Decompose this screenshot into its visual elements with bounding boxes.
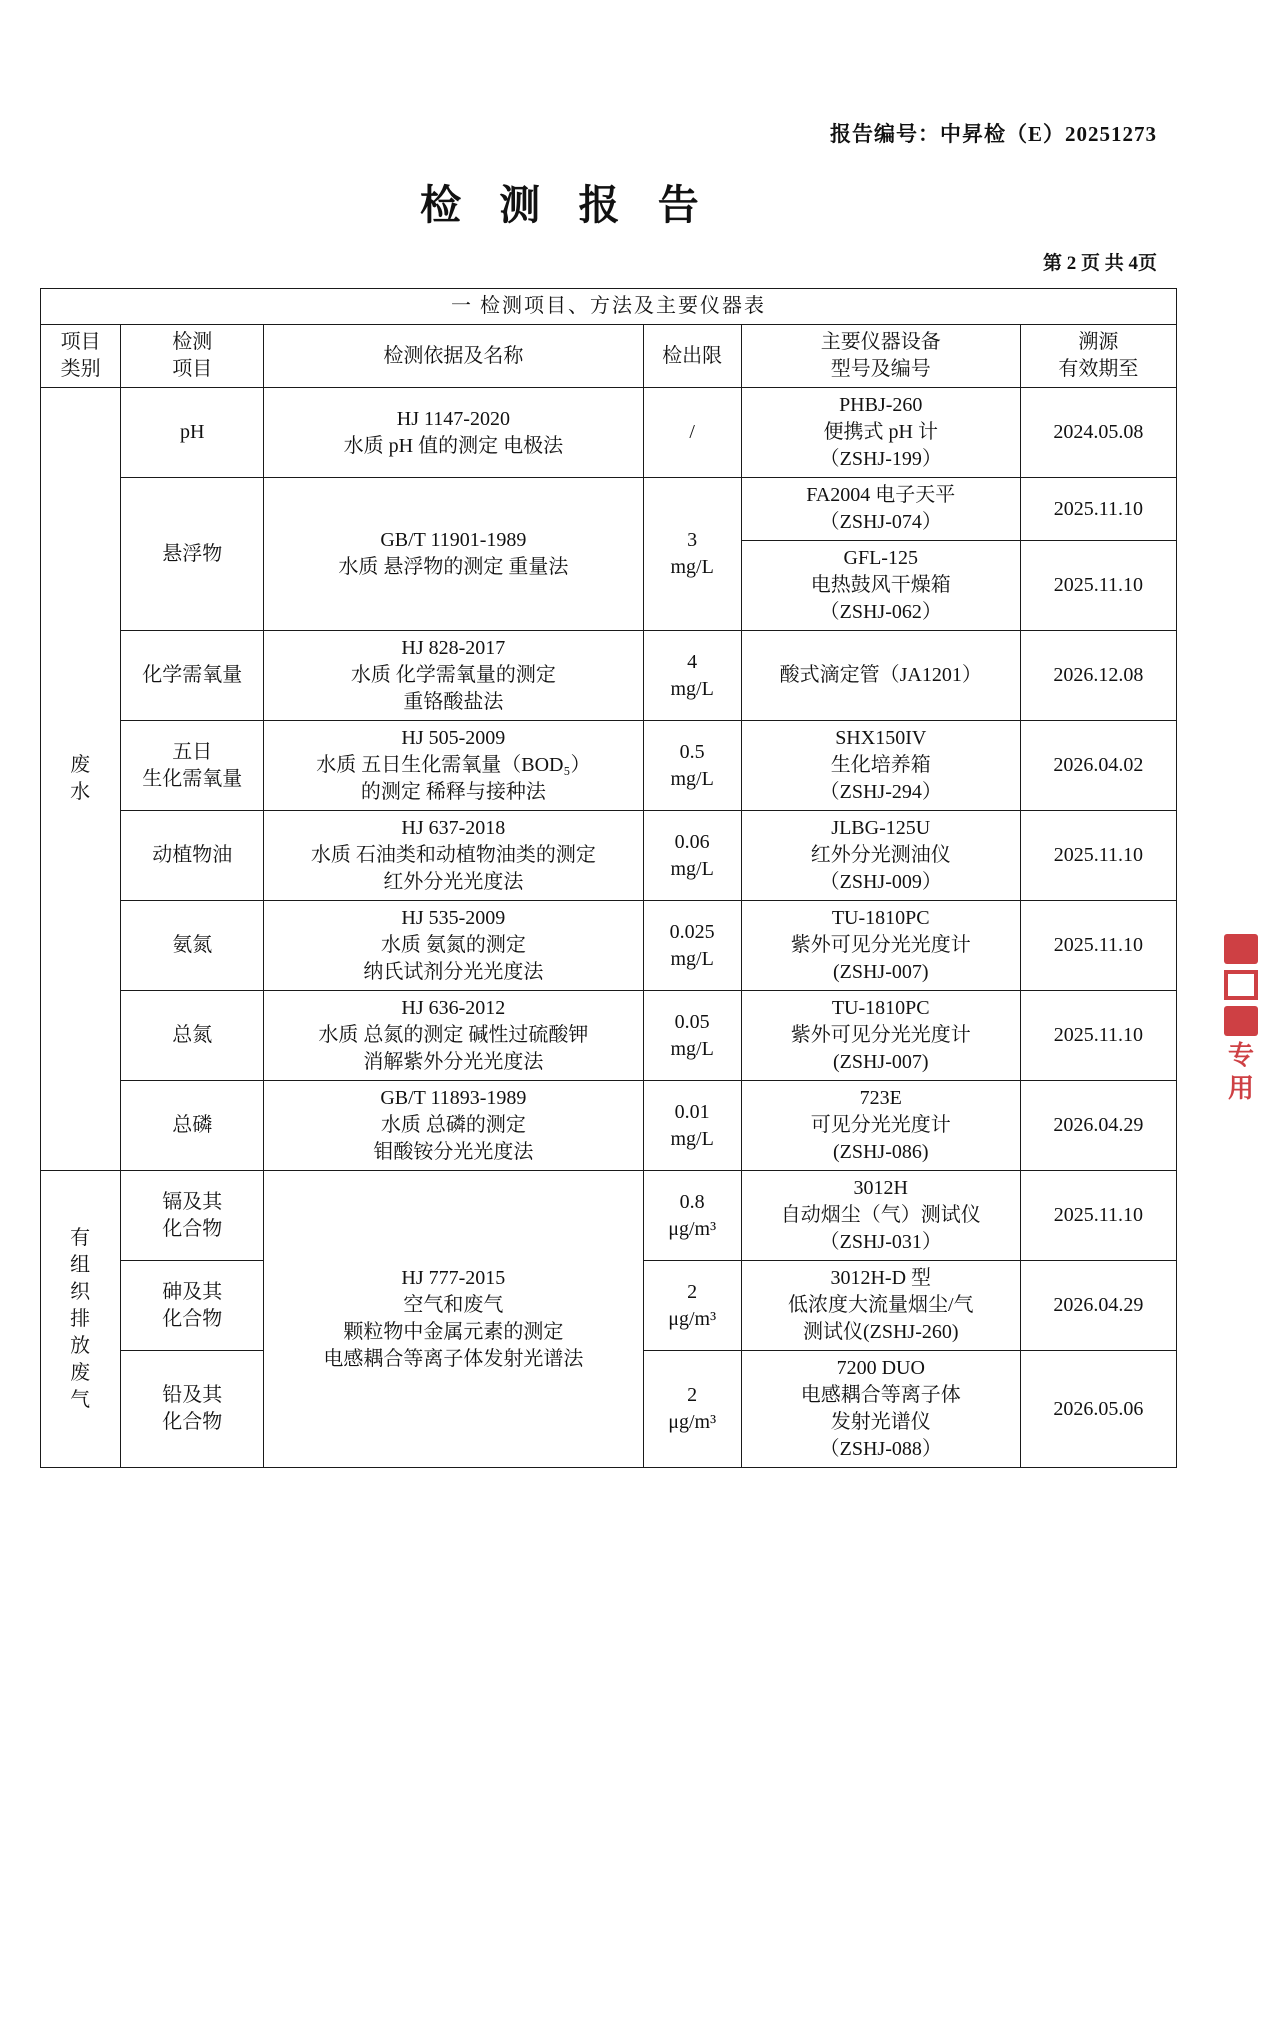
trace-date-cell: 2025.11.10 [1020,991,1176,1081]
instrument-line: SHX150IV [835,727,927,749]
table-section-title-row [41,289,1177,325]
instrument-line: 723E [859,1087,902,1109]
limit-line: mg/L [670,947,714,970]
category-char: 有 [70,1226,92,1249]
standard-cell [264,478,643,631]
limit-cell [643,1261,741,1351]
table-row [41,478,1177,541]
standard-line: 水质 化学需氧量的测定 [350,664,556,686]
instrument-line: 低浓度大流量烟尘/气 [787,1294,974,1316]
table-row [41,811,1177,901]
item-line: 镉及其 [162,1190,223,1213]
trace-date-cell: 2025.11.10 [1020,1171,1176,1261]
table-row [41,631,1177,721]
instrument-line: JLBG-125U [831,817,931,839]
limit-cell [643,811,741,901]
limit-line: 0.01 [674,1100,710,1123]
category-char: 水 [70,781,92,803]
instrument-line: 3012H-D 型 [830,1267,932,1289]
standard-cell [264,901,643,991]
standard-line: 纳氏试剂分光光度法 [363,961,544,983]
item-cell [121,1351,264,1468]
limit-line: 0.8 [679,1190,705,1213]
standard-line: 水质 石油类和动植物油类的测定 [310,844,596,866]
instrument-line: 酸式滴定管（JA1201） [779,664,982,686]
trace-date-cell: 2024.05.08 [1020,388,1176,478]
table-row [41,388,1177,478]
category-char: 组 [70,1253,92,1276]
standard-cell [264,1171,643,1468]
instrument-line: 测试仪(ZSHJ-260) [802,1321,959,1343]
instrument-line: 红外分光测油仪 [810,844,951,866]
col-header-instrument-line2: 型号及编号 [830,358,931,380]
limit-cell [643,1171,741,1261]
limit-line: mg/L [670,857,714,880]
item-line: 铅及其 [162,1384,223,1406]
item-cell: 总磷 [121,1081,264,1171]
item-cell: pH [121,388,264,478]
trace-date-cell: 2025.11.10 [1020,811,1176,901]
standard-line: HJ 505-2009 [401,727,506,749]
seal-mark [1224,934,1258,964]
standard-line: 重铬酸盐法 [403,691,504,713]
col-header-item [121,325,264,388]
category-cell-organized-exhaust [41,1171,121,1468]
instrument-cell [741,901,1020,991]
trace-date-cell: 2026.05.06 [1020,1351,1176,1468]
instrument-line: 紫外可见分光光度计 [790,1024,971,1046]
instrument-line: （ZSHJ-088） [819,1438,942,1460]
col-header-standard: 检测依据及名称 [264,325,643,388]
item-cell: 悬浮物 [121,478,264,631]
standard-cell [264,388,643,478]
standard-line: 的测定 稀释与接种法 [360,781,546,803]
col-header-item-line1: 检测 [172,331,213,353]
col-header-category-line2: 类别 [60,358,101,380]
trace-date-cell: 2025.11.10 [1020,478,1176,541]
instrument-line: 生化培养箱 [830,754,931,776]
limit-cell [643,478,741,631]
col-header-item-line2: 项目 [172,358,213,380]
limit-line: 0.025 [669,920,715,943]
item-cell: 氨氮 [121,901,264,991]
table-row [41,721,1177,811]
instrument-cell [741,1171,1020,1261]
standard-line: HJ 828-2017 [401,637,506,659]
instrument-line: （ZSHJ-199） [819,448,942,470]
limit-cell [643,631,741,721]
col-header-limit: 检出限 [643,325,741,388]
trace-date-cell: 2026.04.29 [1020,1081,1176,1171]
instrument-line: （ZSHJ-074） [819,511,942,533]
standard-cell [264,721,643,811]
standard-line: GB/T 11893-1989 [380,1087,527,1109]
instrument-line: (ZSHJ-007) [832,1051,929,1073]
standard-line: 水质 氨氮的测定 [380,934,526,956]
table-header-row [41,325,1177,388]
limit-line: 3 [687,529,698,551]
limit-line: μg/m³ [668,1411,717,1433]
col-header-category [41,325,121,388]
table-row [41,991,1177,1081]
category-char: 废 [70,754,92,776]
standard-line: 水质 悬浮物的测定 重量法 [338,556,569,578]
report-number: 报告编号：中昇检（E）20251273 [829,122,1157,146]
item-line: 化合物 [162,1307,223,1330]
item-cell [121,1261,264,1351]
instrument-line: （ZSHJ-294） [819,781,942,803]
trace-date-cell: 2025.11.10 [1020,901,1176,991]
instrument-line: GFL-125 [843,547,918,569]
instrument-cell [741,541,1020,631]
instrument-line: FA2004 电子天平 [806,484,956,506]
instrument-line: TU-1810PC [831,997,930,1019]
standard-line: HJ 535-2009 [401,907,506,929]
methods-table [40,288,1177,1468]
instrument-line: PHBJ-260 [839,394,923,416]
item-line: 砷及其 [162,1280,223,1303]
instrument-line: （ZSHJ-062） [819,601,942,623]
seal-text-line2: 用 [1227,1073,1254,1103]
instrument-line: 紫外可见分光光度计 [790,934,971,956]
limit-line: mg/L [670,767,714,790]
standard-line: HJ 636-2012 [401,997,506,1019]
limit-cell [643,991,741,1081]
category-char: 放 [70,1334,92,1357]
limit-line: mg/L [670,1037,714,1060]
standard-line: 水质 总磷的测定 [380,1114,526,1136]
col-header-category-line1: 项目 [60,331,101,353]
standard-line: 颗粒物中金属元素的测定 [343,1321,564,1343]
standard-cell [264,811,643,901]
instrument-cell [741,631,1020,721]
table-row [41,1081,1177,1171]
instrument-line: （ZSHJ-031） [819,1231,942,1253]
standard-line: 空气和废气 [403,1294,504,1316]
standard-line: 水质 pH 值的测定 电极法 [343,434,564,457]
col-header-trace-line2: 有效期至 [1058,358,1139,380]
limit-cell [643,901,741,991]
limit-line: mg/L [670,677,714,700]
table-row [41,901,1177,991]
limit-line: 2 [687,1384,698,1406]
category-cell-wastewater [41,388,121,1171]
item-cell [121,721,264,811]
instrument-line: （ZSHJ-009） [819,871,942,893]
instrument-cell [741,811,1020,901]
limit-line: 2 [687,1280,698,1303]
red-seal-stamp [1211,930,1271,1290]
instrument-line: 3012H [853,1177,908,1199]
item-cell: 化学需氧量 [121,631,264,721]
limit-line: mg/L [670,556,714,578]
limit-line: 0.06 [674,830,710,853]
instrument-line: 电热鼓风干燥箱 [810,574,951,596]
item-cell: 动植物油 [121,811,264,901]
limit-line: 4 [687,650,698,673]
limit-line: 0.5 [679,740,705,763]
standard-line: HJ 1147-2020 [396,407,510,430]
item-cell: 总氮 [121,991,264,1081]
limit-line: mg/L [670,1127,714,1150]
category-char: 排 [70,1307,92,1330]
standard-cell [264,631,643,721]
page-number: 第 2 页 共 4页 [1042,253,1157,274]
page-title: 检 测 报 告 [420,182,713,228]
category-char: 气 [70,1388,92,1411]
standard-cell [264,1081,643,1171]
trace-date-cell: 2026.04.02 [1020,721,1176,811]
standard-line: GB/T 11901-1989 [380,529,527,551]
limit-line: / [689,421,695,443]
trace-date-cell: 2026.12.08 [1020,631,1176,721]
instrument-cell [741,991,1020,1081]
item-line: 生化需氧量 [142,767,243,790]
trace-date-cell: 2026.04.29 [1020,1261,1176,1351]
standard-line: 水质 总氮的测定 碱性过硫酸钾 [318,1024,589,1046]
col-header-trace [1020,325,1176,388]
standard-line: 水质 五日生化需氧量（BOD₅） [316,754,591,776]
instrument-line: 发射光谱仪 [830,1411,931,1433]
seal-square [1224,970,1258,1000]
instrument-line: 自动烟尘（气）测试仪 [780,1204,981,1226]
category-char: 织 [70,1280,92,1303]
standard-cell [264,991,643,1081]
instrument-line: TU-1810PC [831,907,930,929]
instrument-line: 便携式 pH 计 [823,421,938,443]
col-header-trace-line1: 溯源 [1078,331,1119,353]
instrument-line: (ZSHJ-086) [832,1141,929,1163]
seal-mark [1224,1006,1258,1036]
limit-line: μg/m³ [668,1217,717,1240]
limit-cell [643,1351,741,1468]
item-line: 化合物 [162,1217,223,1240]
trace-date-cell: 2025.11.10 [1020,541,1176,631]
item-line: 五日 [172,740,213,763]
limit-cell [643,721,741,811]
table-row [41,1171,1177,1261]
instrument-line: 可见分光光度计 [810,1114,951,1136]
col-header-instrument-line1: 主要仪器设备 [820,331,941,353]
instrument-cell [741,478,1020,541]
instrument-line: 7200 DUO [836,1357,925,1379]
standard-line: 红外分光光度法 [383,871,524,893]
instrument-cell [741,1081,1020,1171]
section-title: 一 检测项目、方法及主要仪器表 [41,289,1177,325]
methods-table-wrapper [40,288,1177,1468]
limit-line: 0.05 [674,1010,710,1033]
instrument-cell [741,388,1020,478]
standard-line: 消解紫外分光光度法 [363,1051,544,1073]
standard-line: 电感耦合等离子体发射光谱法 [323,1348,584,1370]
instrument-cell [741,721,1020,811]
limit-line: μg/m³ [668,1307,717,1330]
limit-cell [643,388,741,478]
instrument-line: (ZSHJ-007) [832,961,929,983]
limit-cell [643,1081,741,1171]
item-cell [121,1171,264,1261]
col-header-instrument [741,325,1020,388]
standard-line: HJ 637-2018 [401,817,506,839]
instrument-cell [741,1261,1020,1351]
standard-line: 钼酸铵分光光度法 [373,1141,534,1163]
instrument-cell [741,1351,1020,1468]
category-char: 废 [70,1361,92,1384]
item-line: 化合物 [162,1411,223,1433]
standard-line: HJ 777-2015 [401,1267,506,1289]
instrument-line: 电感耦合等离子体 [800,1384,961,1406]
seal-text-line1: 专 [1227,1041,1254,1070]
